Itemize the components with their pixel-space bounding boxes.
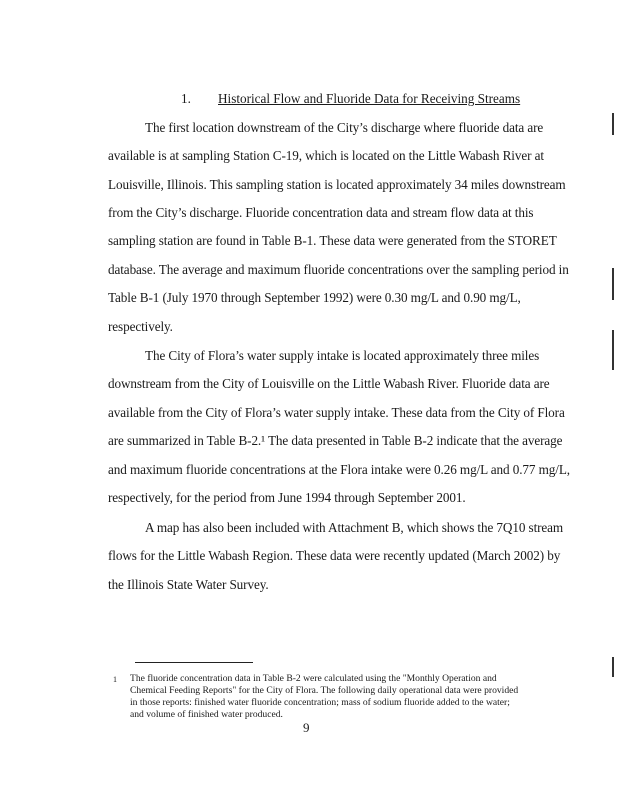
text-line: A map has also been included with Attachment B, which shows the 7Q10 stream: [145, 520, 564, 535]
text-line: downstream from the City of Louisville on the Little Wabash River. Fluoride data are: [108, 376, 550, 391]
footnote-line: in those reports: finished water fluoride concentration; mass of sodium fluoride added to the water;: [130, 697, 510, 708]
text-line: flows for the Little Wabash Region. These data were recently updated (March 2002) by: [108, 548, 561, 563]
section-heading: Historical Flow and Fluoride Data for Receiving Streams: [218, 91, 521, 106]
scan-artifact-mark: [612, 113, 614, 135]
text-line: from the City’s discharge. Fluoride concentration data and stream flow data at this: [108, 205, 534, 220]
footnote-line: Chemical Feeding Reports" for the City of Flora. The following daily operational data were provided: [130, 685, 519, 696]
page-number: 9: [303, 720, 310, 735]
text-line: the Illinois State Water Survey.: [108, 577, 269, 592]
text-line: respectively.: [108, 319, 173, 334]
section-number: 1.: [181, 91, 191, 106]
text-line: respectively, for the period from June 1994 through September 2001.: [108, 490, 466, 505]
text-line: available is at sampling Station C-19, which is located on the Little Wabash River at: [108, 148, 544, 163]
text-line: The first location downstream of the City’s discharge where fluoride data are: [145, 120, 544, 135]
scan-artifact-mark: [612, 330, 614, 370]
footnote-marker: 1: [113, 675, 117, 684]
text-line: available from the City of Flora’s water supply intake. These data from the City of Flora: [108, 405, 565, 420]
scan-artifact-mark: [612, 657, 614, 677]
text-line: sampling station are found in Table B-1. These data were generated from the STORET: [108, 233, 557, 248]
footnote-line: and volume of finished water produced.: [130, 709, 283, 720]
text-line: are summarized in Table B-2.¹ The data presented in Table B-2 indicate that the average: [108, 433, 563, 448]
scan-artifact-mark: [612, 268, 614, 300]
text-line: and maximum fluoride concentrations at the Flora intake were 0.26 mg/L and 0.77 mg/L,: [108, 462, 570, 477]
text-line: database. The average and maximum fluoride concentrations over the sampling period in: [108, 262, 569, 277]
footnote-separator: [135, 662, 253, 663]
text-line: Louisville, Illinois. This sampling station is located approximately 34 miles downstream: [108, 177, 566, 192]
footnote-line: The fluoride concentration data in Table B-2 were calculated using the "Monthly Operation and: [130, 673, 497, 684]
text-line: The City of Flora’s water supply intake is located approximately three miles: [145, 348, 540, 363]
text-line: Table B-1 (July 1970 through September 1992) were 0.30 mg/L and 0.90 mg/L,: [108, 290, 521, 305]
